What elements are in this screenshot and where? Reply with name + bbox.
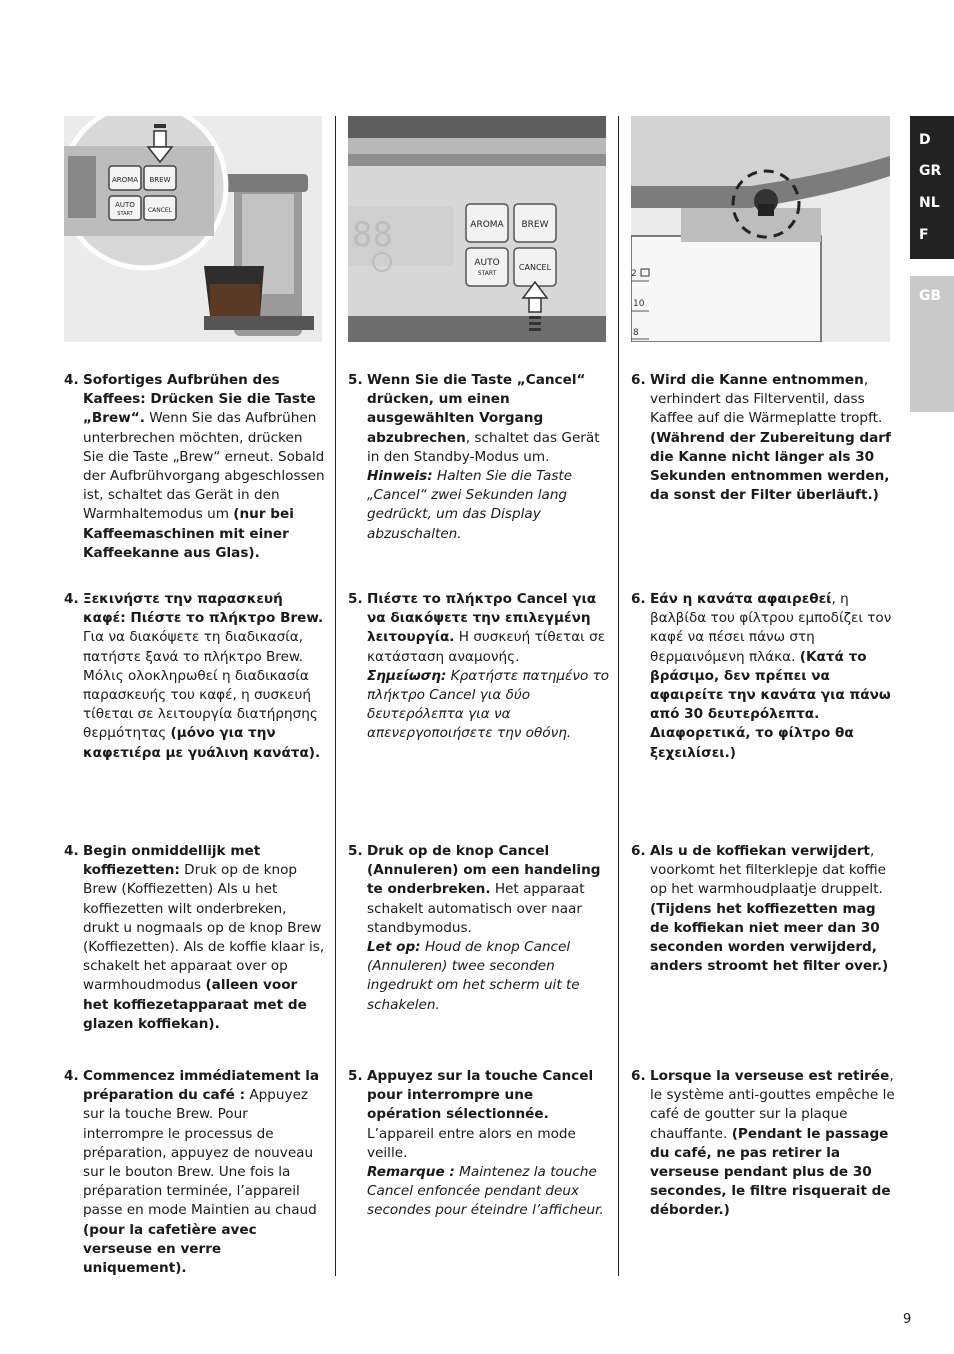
step-hint: Maintenez la touche Cancel enfoncée pendant deux secondes pour éteindre l’afficheur.: [367, 1164, 604, 1219]
lang-tab-f[interactable]: F: [919, 227, 929, 243]
step-heading: Wird die Kanne entnommen: [650, 372, 864, 388]
step-text: , verhindert das Filterventil, dass Kaffee auf die Wärmeplatte tropft.: [650, 372, 883, 427]
scale-mark-10: 10: [633, 299, 645, 309]
aroma-button-label: AROMA: [112, 176, 138, 184]
step-text: , η βαλβίδα του φίλτρου εμποδίζει τον καφέ να πέσει πάνω στη θερμαινόμενη πλάκα.: [650, 591, 892, 665]
step-text: , schaltet das Gerät in den Standby-Modus um.: [367, 429, 600, 465]
illustration-brew-button: [64, 116, 322, 342]
step-number: 4.: [64, 843, 79, 859]
step-text: L’appareil entre alors en mode veille.: [367, 1125, 576, 1161]
language-tab-bar: [910, 116, 954, 259]
step-text: , voorkomt het filterklepje dat koffie op het warmhoudplaatje druppelt.: [650, 843, 887, 898]
step-number: 5.: [348, 372, 363, 388]
aroma-button-label: AROMA: [470, 220, 504, 230]
step-heading: Appuyez sur la touche Cancel pour interrompre une opération sélectionnée.: [367, 1068, 594, 1123]
step-number: 5.: [348, 591, 363, 607]
brew-button-label: BREW: [521, 220, 549, 230]
step-number: 4.: [64, 372, 79, 388]
step-text: Για να διακόψετε τη διαδικασία, πατήστε ξανά το πλήκτρο Brew. Μόλις ολοκληρωθεί η διαδικασία παρασκευής του καφέ, η συσκευή τίθεται σε λειτουργία διατήρησης θερμότητας: [83, 629, 318, 742]
lang-tab-gr[interactable]: GR: [919, 163, 942, 179]
lang-tab-d[interactable]: D: [919, 132, 931, 148]
step-text: Druk op de knop Brew (Koffiezetten) Als u het koffiezetten wilt onderbreken, drukt u nogmaals op de knop Brew (Koffiezetten). Als de koffie klaar is, schakelt het apparaat over op warmhoudmodus: [83, 862, 325, 994]
step-heading: Als u de koffiekan verwijdert: [650, 843, 870, 859]
step-text: Appuyez sur la touche Brew. Pour interrompre le processus de préparation, appuyez de nouveau sur le bouton Brew. Une fois la préparation terminée, l’appareil passe en mode Maintien au chaud: [83, 1087, 317, 1219]
step-note: (nur bei Kaffeemaschinen mit einer Kaffeekanne aus Glas).: [83, 506, 294, 561]
step-note: (Κατά το βράσιμο, δεν πρέπει να αφαιρείτε την κανάτα για πάνω από 30 δευτερόλεπτα. Διαφορετικά, το φίλτρο θα ξεχειλίσει.): [650, 648, 891, 761]
step-hint: Κρατήστε πατημένο το πλήκτρο Cancel για δύο δευτερόλεπτα για να απενεργοποιήσετε την οθόνη.: [367, 667, 610, 742]
step-heading: Sofortiges Aufbrühen des Kaffees: Drücken Sie die Taste „Brew“.: [83, 372, 316, 427]
column-divider: [335, 116, 336, 1276]
step-hint: Halten Sie die Taste „Cancel“ zwei Sekunden lang gedrückt, um das Display abzuschalten.: [367, 468, 573, 542]
step-heading: Commencez immédiatement la préparation du café :: [83, 1068, 320, 1104]
step-number: 4.: [64, 1068, 79, 1084]
start-button-label: START: [117, 211, 133, 217]
step-number: 4.: [64, 591, 79, 607]
svg-text:88: 88: [352, 215, 393, 255]
scale-mark-8: 8: [633, 328, 639, 338]
page-number: 9: [903, 1312, 912, 1327]
step-heading: Πιέστε το πλήκτρο Cancel για να διακόψετε την επιλεγμένη λειτουργία.: [367, 591, 597, 646]
scale-mark-2: 2: [631, 269, 637, 279]
step-number: 6.: [631, 843, 646, 859]
step-heading: Lorsque la verseuse est retirée: [650, 1068, 890, 1084]
step-heading: Wenn Sie die Taste „Cancel“ drücken, um einen ausgewählten Vorgang abzubrechen: [367, 372, 586, 446]
step-hint-label: Hinweis:: [367, 468, 433, 485]
step-hint-label: Σημείωση:: [367, 667, 447, 684]
step-note: (alleen voor het koffiezetapparaat met de glazen koffiekan).: [83, 977, 307, 1032]
step-hint-label: Let op:: [367, 939, 421, 956]
step-hint: Houd de knop Cancel (Annuleren) twee seconden ingedrukt om het scherm uit te schakelen.: [367, 939, 580, 1013]
step-number: 5.: [348, 843, 363, 859]
step-note: (Während der Zubereitung darf die Kanne nicht länger als 30 Sekunden entnommen werden, da sonst der Filter überläuft.): [650, 429, 891, 504]
lang-tab-gb[interactable]: GB: [919, 288, 942, 304]
step-text: Wenn Sie das Aufbrühen unterbrechen möchten, drücken Sie die Taste „Brew“ erneut. Sobald der Aufbrühvorgang abgeschlossen ist, schaltet das Gerät in den Warmhaltemodus um: [83, 410, 325, 523]
step-heading: Druk op de knop Cancel (Annuleren) om een handeling te onderbreken.: [367, 843, 601, 898]
step-text: Η συσκευή τίθεται σε κατάσταση αναμονής.: [367, 629, 606, 665]
step-heading: Εάν η κανάτα αφαιρεθεί: [650, 591, 832, 607]
step-note: (μόνο για την καφετιέρα με γυάλινη κανάτα).: [83, 725, 321, 761]
step-note: (Pendant le passage du café, ne pas retirer la verseuse pendant plus de 30 secondes, le filtre risquerait de déborder.): [650, 1125, 891, 1219]
brew-button-label: BREW: [149, 176, 171, 184]
start-button-label: START: [477, 270, 497, 277]
lang-tab-nl[interactable]: NL: [919, 195, 940, 211]
step-number: 6.: [631, 372, 646, 388]
cancel-button-label: CANCEL: [518, 263, 552, 272]
step-number: 6.: [631, 591, 646, 607]
auto-button-label: AUTO: [115, 201, 135, 209]
step-number: 5.: [348, 1068, 363, 1084]
column-divider: [618, 116, 619, 1276]
illustration-cancel-button: [348, 116, 606, 342]
illustration-drip-stop-valve: [631, 116, 890, 342]
step-number: 6.: [631, 1068, 646, 1084]
cancel-button-label: CANCEL: [147, 207, 173, 214]
step-text: Het apparaat schakelt automatisch over naar standbymodus.: [367, 881, 585, 936]
step-note: (pour la cafetière avec verseuse en verre uniquement).: [83, 1221, 257, 1277]
step-hint-label: Remarque :: [367, 1164, 455, 1181]
step-note: (Tijdens het koffiezetten mag de koffiekan niet meer dan 30 seconden worden verwijderd, anders stroomt het filter over.): [650, 900, 889, 975]
step-heading: Ξεκινήστε την παρασκευή καφέ: Πιέστε το πλήκτρο Brew.: [83, 591, 324, 627]
step-heading: Begin onmiddellijk met koffiezetten:: [83, 843, 261, 879]
step-text: , le système anti-gouttes empêche le café de goutter sur la plaque chauffante.: [650, 1068, 895, 1142]
auto-button-label: AUTO: [474, 258, 500, 268]
